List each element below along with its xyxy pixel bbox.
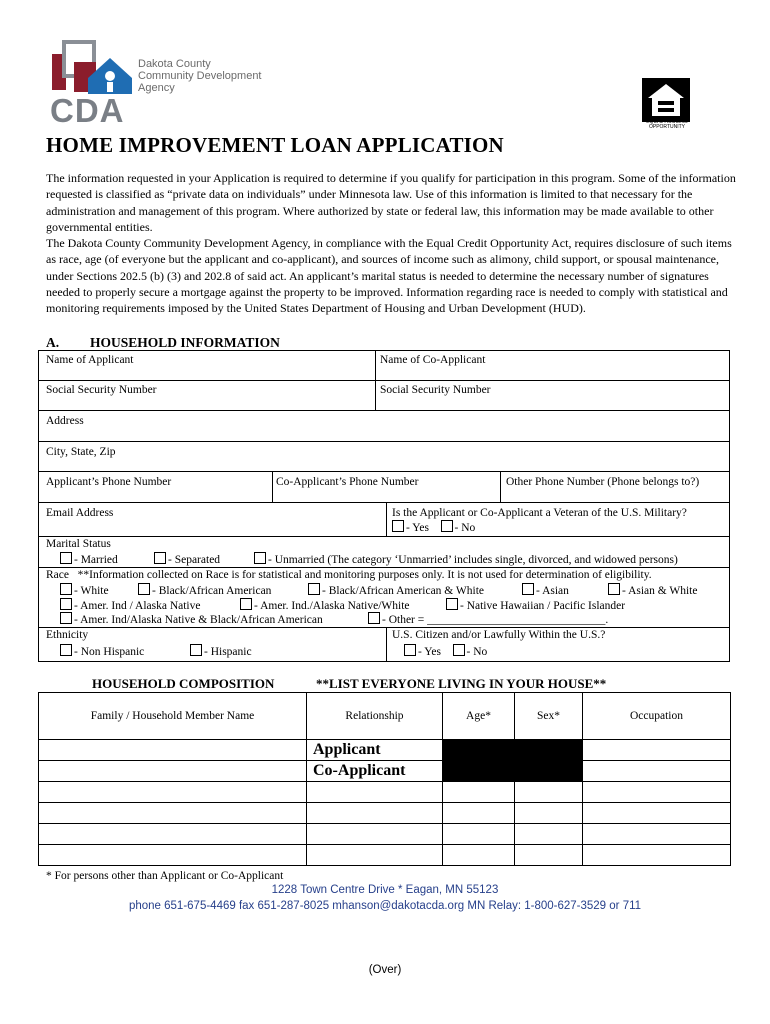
divider xyxy=(38,502,730,503)
sex-cell[interactable] xyxy=(515,845,583,866)
sex-cell[interactable] xyxy=(515,803,583,824)
amer-ind-black-option: - Amer. Ind/Alaska Native & Black/African American xyxy=(60,612,323,626)
veteran-question: Is the Applicant or Co-Applicant a Veteran of the U.S. Military? xyxy=(392,507,687,519)
marital-options: - Married xyxy=(60,552,118,566)
intro-paragraph: The information requested in your Application is required to determine if you qualify for participation in this program. Some of the information requested is classified as “private data on individuals” under Minnesota law. Use of this information is limited to that necessary for the administration and management of this program. Where authorized by state or federal law, this information may be made available to other governmental entities. xyxy=(46,171,736,234)
relationship-cell: Co-Applicant xyxy=(307,761,443,782)
household-composition-title: HOUSEHOLD COMPOSITION xyxy=(92,676,275,691)
veteran-no-checkbox[interactable] xyxy=(441,520,453,532)
unmarried-checkbox[interactable] xyxy=(254,552,266,564)
occupation-cell[interactable] xyxy=(583,782,731,803)
other-race-option: - Other = _______________________________. xyxy=(368,612,608,626)
column-header: Occupation xyxy=(583,693,731,740)
divider xyxy=(38,627,730,628)
divider xyxy=(38,567,730,568)
divider xyxy=(386,627,387,662)
amer-ind-option: - Amer. Ind / Alaska Native xyxy=(60,598,200,612)
agency-address: 1228 Town Centre Drive * Eagan, MN 55123 xyxy=(271,884,499,896)
non-hispanic-option: - Non Hispanic xyxy=(60,644,144,658)
relationship-cell[interactable] xyxy=(307,845,443,866)
table-row xyxy=(39,845,731,866)
asian-white-checkbox[interactable] xyxy=(608,583,620,595)
divider xyxy=(38,536,730,537)
amer-ind-black-checkbox[interactable] xyxy=(60,612,72,624)
sex-cell-blocked xyxy=(515,761,583,782)
age-cell[interactable] xyxy=(443,782,515,803)
table-row xyxy=(39,761,731,782)
veteran-yes-checkbox[interactable] xyxy=(392,520,404,532)
asian-checkbox[interactable] xyxy=(522,583,534,595)
equal-housing-text: EQUAL HOUSING OPPORTUNITY xyxy=(646,119,688,130)
relationship-cell[interactable] xyxy=(307,824,443,845)
city-state-zip-field[interactable]: City, State, Zip xyxy=(46,446,116,458)
logo-text: CDA xyxy=(50,92,125,129)
age-cell-blocked xyxy=(443,740,515,761)
email-field[interactable]: Email Address xyxy=(46,507,114,519)
separated-checkbox[interactable] xyxy=(154,552,166,564)
white-checkbox[interactable] xyxy=(60,583,72,595)
other-phone-field[interactable]: Other Phone Number (Phone belongs to?) xyxy=(506,476,700,488)
white-option: - White xyxy=(60,583,109,597)
race-label: Race **Information collected on Race is for statistical and monitoring purposes only. It is not used for determination of eligibility. xyxy=(46,569,652,581)
applicant-phone-field[interactable]: Applicant’s Phone Number xyxy=(46,476,172,488)
coapplicant-phone-field[interactable]: Co-Applicant’s Phone Number xyxy=(276,476,419,488)
divider xyxy=(38,380,730,381)
asian-option: - Asian xyxy=(522,583,569,597)
name-coapplicant-field[interactable]: Name of Co-Applicant xyxy=(380,354,486,366)
divider xyxy=(38,471,730,472)
hispanic-option: - Hispanic xyxy=(190,644,252,658)
marital-status-label: Marital Status xyxy=(46,538,111,550)
separated-option: - Separated xyxy=(154,552,220,566)
asian-white-option: - Asian & White xyxy=(608,583,698,597)
divider xyxy=(375,350,376,410)
relationship-cell: Applicant xyxy=(307,740,443,761)
table-row xyxy=(39,803,731,824)
veteran-options: - Yes - No xyxy=(392,520,475,534)
unmarried-option: - Unmarried (The category ‘Unmarried’ includes single, divorced, and widowed persons) xyxy=(254,552,678,566)
hawaiian-checkbox[interactable] xyxy=(446,598,458,610)
age-cell-blocked xyxy=(443,761,515,782)
citizen-no-checkbox[interactable] xyxy=(453,644,465,656)
black-white-checkbox[interactable] xyxy=(308,583,320,595)
divider xyxy=(38,410,730,411)
over-note: (Over) xyxy=(368,964,402,976)
divider xyxy=(500,471,501,502)
column-header: Sex* xyxy=(515,693,583,740)
occupation-cell[interactable] xyxy=(583,740,731,761)
occupation-cell[interactable] xyxy=(583,845,731,866)
ssn-coapplicant-field[interactable]: Social Security Number xyxy=(380,384,491,396)
section-heading: A. HOUSEHOLD INFORMATION xyxy=(46,335,280,350)
hispanic-checkbox[interactable] xyxy=(190,644,202,656)
column-header: Age* xyxy=(443,693,515,740)
column-header: Family / Household Member Name xyxy=(39,693,307,740)
other-race-checkbox[interactable] xyxy=(368,612,380,624)
hawaiian-option: - Native Hawaiian / Pacific Islander xyxy=(446,598,625,612)
age-cell[interactable] xyxy=(443,824,515,845)
sex-cell-blocked xyxy=(515,740,583,761)
occupation-cell[interactable] xyxy=(583,824,731,845)
relationship-cell[interactable] xyxy=(307,782,443,803)
citizen-yes-checkbox[interactable] xyxy=(404,644,416,656)
non-hispanic-checkbox[interactable] xyxy=(60,644,72,656)
amer-ind-white-checkbox[interactable] xyxy=(240,598,252,610)
sex-cell[interactable] xyxy=(515,782,583,803)
household-list-note: **LIST EVERYONE LIVING IN YOUR HOUSE** xyxy=(316,676,607,691)
sex-cell[interactable] xyxy=(515,824,583,845)
member-name-cell[interactable] xyxy=(39,824,307,845)
black-checkbox[interactable] xyxy=(138,583,150,595)
member-name-cell[interactable] xyxy=(39,761,307,782)
column-header: Relationship xyxy=(307,693,443,740)
org-name: Dakota County Community Development Agency xyxy=(138,58,262,94)
page-title: HOME IMPROVEMENT LOAN APPLICATION xyxy=(46,133,504,157)
intro-paragraph: The Dakota County Community Development Agency, in compliance with the Equal Credit Opportunity Act, requires disclosure of such items as race, age (of everyone but the applicant and co-applicant), and sources of income such as alimony, child support, or spousal maintenance, under Sections 202.5 (b) (3) and 202.8 of said act. An applicant’s marital status is needed to determine the necessary number of signatures needed to properly secure a mortgage against the property to be improved. Information regarding race is needed to comply with statistical and monitoring requirements imposed by the United States Department of Housing and Urban Development (HUD). xyxy=(46,236,732,316)
citizen-options: - Yes - No xyxy=(404,644,487,658)
intro-text xyxy=(46,170,736,317)
age-cell[interactable] xyxy=(443,803,515,824)
household-table xyxy=(38,692,731,866)
table-row xyxy=(39,824,731,845)
member-name-cell[interactable] xyxy=(39,803,307,824)
member-name-cell[interactable] xyxy=(39,782,307,803)
table-row xyxy=(39,782,731,803)
address-field[interactable]: Address xyxy=(46,415,84,427)
divider xyxy=(38,441,730,442)
divider xyxy=(386,502,387,536)
ethnicity-label: Ethnicity xyxy=(46,629,89,641)
amer-ind-white-option: - Amer. Ind./Alaska Native/White xyxy=(240,598,410,612)
relationship-cell[interactable] xyxy=(307,803,443,824)
footnote: * For persons other than Applicant or Co-Applicant xyxy=(46,870,284,882)
member-name-cell[interactable] xyxy=(39,740,307,761)
member-name-cell[interactable] xyxy=(39,845,307,866)
table-header-row xyxy=(39,693,731,740)
table-row xyxy=(39,740,731,761)
black-option: - Black/African American xyxy=(138,583,271,597)
married-checkbox[interactable] xyxy=(60,552,72,564)
ssn-applicant-field[interactable]: Social Security Number xyxy=(46,384,157,396)
name-applicant-field[interactable]: Name of Applicant xyxy=(46,354,134,366)
age-cell[interactable] xyxy=(443,845,515,866)
black-white-option: - Black/African American & White xyxy=(308,583,484,597)
agency-contact: phone 651-675-4469 fax 651-287-8025 mhanson@dakotacda.org MN Relay: 1-800-627-3529 or 711 xyxy=(128,900,642,912)
divider xyxy=(272,471,273,502)
occupation-cell[interactable] xyxy=(583,803,731,824)
occupation-cell[interactable] xyxy=(583,761,731,782)
citizen-question: U.S. Citizen and/or Lawfully Within the U.S.? xyxy=(392,629,606,641)
amer-ind-checkbox[interactable] xyxy=(60,598,72,610)
